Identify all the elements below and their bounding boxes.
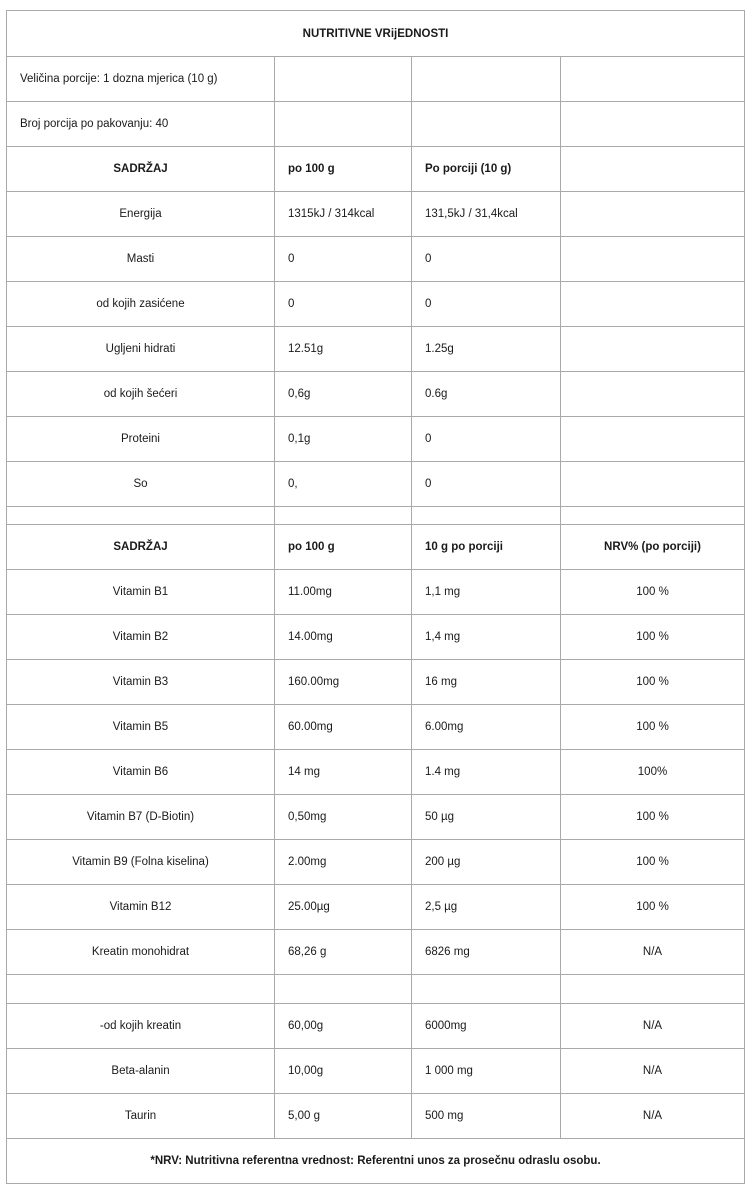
value-per-100g: 0, [275,462,412,507]
nutrient-name: Kreatin monohidrat [7,930,275,975]
footnote-row [7,1139,745,1184]
table-row [7,885,745,930]
value-per-100g: 2.00mg [275,840,412,885]
nutrient-name: Beta-alanin [7,1049,275,1094]
value-per-100g: 0,50mg [275,795,412,840]
value-per-100g: 12.51g [275,327,412,372]
table-row [7,237,745,282]
value-per-serving: 6.00mg [412,705,561,750]
nutrient-name: Ugljeni hidrati [7,327,275,372]
nutrient-name: od kojih šećeri [7,372,275,417]
value-per-serving: 6000mg [412,1004,561,1049]
value-nrv: 100 % [561,795,745,840]
empty-cell [412,102,561,147]
value-per-100g: 0,1g [275,417,412,462]
nutrient-name: Vitamin B9 (Folna kiselina) [7,840,275,885]
nutrient-name: od kojih zasićene [7,282,275,327]
value-per-100g: 25.00µg [275,885,412,930]
value-nrv [561,282,745,327]
table-row [7,750,745,795]
table-row [7,417,745,462]
value-per-100g: 14 mg [275,750,412,795]
empty-cell [275,57,412,102]
nutrient-name: Vitamin B2 [7,615,275,660]
header-empty [561,147,745,192]
spacer-row [7,975,745,1004]
value-per-100g: 0 [275,237,412,282]
table-row [7,840,745,885]
value-per-serving: 0 [412,417,561,462]
value-per-serving: 0 [412,282,561,327]
value-per-100g: 14.00mg [275,615,412,660]
nutrient-name: Proteini [7,417,275,462]
table-row [7,660,745,705]
value-nrv: 100 % [561,840,745,885]
value-per-serving: 0 [412,237,561,282]
section2-header-row [7,525,745,570]
header-per-100g: po 100 g [275,147,412,192]
value-nrv: 100 % [561,570,745,615]
table-row [7,1094,745,1139]
empty-cell [561,102,745,147]
section3-body [7,1004,745,1139]
value-per-serving: 200 µg [412,840,561,885]
value-nrv [561,372,745,417]
value-nrv: 100% [561,750,745,795]
value-per-serving: 1 000 mg [412,1049,561,1094]
empty-cell [561,57,745,102]
value-per-100g: 1315kJ / 314kcal [275,192,412,237]
table-row [7,930,745,975]
section1-body [7,192,745,507]
value-nrv: N/A [561,1004,745,1049]
section2-body [7,570,745,975]
nutrient-name: Energija [7,192,275,237]
serving-size-row [7,57,745,102]
nutrient-name: Vitamin B1 [7,570,275,615]
value-nrv: N/A [561,1094,745,1139]
title-row [7,11,745,57]
table-row [7,615,745,660]
header-content: SADRŽAJ [7,147,275,192]
value-nrv [561,327,745,372]
empty-cell [412,57,561,102]
value-per-100g: 10,00g [275,1049,412,1094]
serving-size: Veličina porcije: 1 dozna mjerica (10 g) [7,57,275,102]
nutrition-table [6,10,745,1184]
header-per-100g: po 100 g [275,525,412,570]
value-per-serving: 0.6g [412,372,561,417]
servings-per-pack-row [7,102,745,147]
nutrient-name: Vitamin B6 [7,750,275,795]
value-per-100g: 68,26 g [275,930,412,975]
value-per-serving: 0 [412,462,561,507]
value-per-serving: 1,4 mg [412,615,561,660]
nutrient-name: Vitamin B3 [7,660,275,705]
value-nrv: 100 % [561,660,745,705]
table-row [7,372,745,417]
value-per-100g: 5,00 g [275,1094,412,1139]
nutrient-name: Vitamin B12 [7,885,275,930]
value-nrv: 100 % [561,885,745,930]
value-per-serving: 131,5kJ / 31,4kcal [412,192,561,237]
value-per-100g: 0 [275,282,412,327]
nutrient-name: So [7,462,275,507]
value-per-100g: 11.00mg [275,570,412,615]
nutrient-name: Taurin [7,1094,275,1139]
header-nrv: NRV% (po porciji) [561,525,745,570]
value-per-serving: 2,5 µg [412,885,561,930]
nutrient-name: Masti [7,237,275,282]
value-nrv [561,237,745,282]
table-row [7,192,745,237]
value-nrv [561,417,745,462]
table-row [7,795,745,840]
value-per-serving: 6826 mg [412,930,561,975]
value-per-100g: 60,00g [275,1004,412,1049]
value-nrv [561,192,745,237]
value-nrv: N/A [561,930,745,975]
value-per-100g: 0,6g [275,372,412,417]
header-per-serving: 10 g po porciji [412,525,561,570]
table-row [7,570,745,615]
table-title: NUTRITIVNE VRijEDNOSTI [7,11,745,57]
value-per-serving: 16 mg [412,660,561,705]
value-per-serving: 500 mg [412,1094,561,1139]
value-nrv: 100 % [561,705,745,750]
table-row [7,462,745,507]
nutrient-name: Vitamin B7 (D-Biotin) [7,795,275,840]
value-per-100g: 60.00mg [275,705,412,750]
table-row [7,327,745,372]
nutrient-name: -od kojih kreatin [7,1004,275,1049]
section1-header-row [7,147,745,192]
empty-cell [275,102,412,147]
table-row [7,282,745,327]
servings-per-pack: Broj porcija po pakovanju: 40 [7,102,275,147]
value-per-serving: 1.25g [412,327,561,372]
value-per-serving: 1,1 mg [412,570,561,615]
value-per-serving: 1.4 mg [412,750,561,795]
table-row [7,1004,745,1049]
value-per-serving: 50 µg [412,795,561,840]
table-row [7,1049,745,1094]
value-nrv [561,462,745,507]
nutrient-name: Vitamin B5 [7,705,275,750]
value-nrv: N/A [561,1049,745,1094]
footnote: *NRV: Nutritivna referentna vrednost: Referentni unos za prosečnu odraslu osobu. [7,1139,745,1184]
header-per-serving: Po porciji (10 g) [412,147,561,192]
value-nrv: 100 % [561,615,745,660]
spacer-row [7,507,745,525]
value-per-100g: 160.00mg [275,660,412,705]
table-row [7,705,745,750]
header-content: SADRŽAJ [7,525,275,570]
